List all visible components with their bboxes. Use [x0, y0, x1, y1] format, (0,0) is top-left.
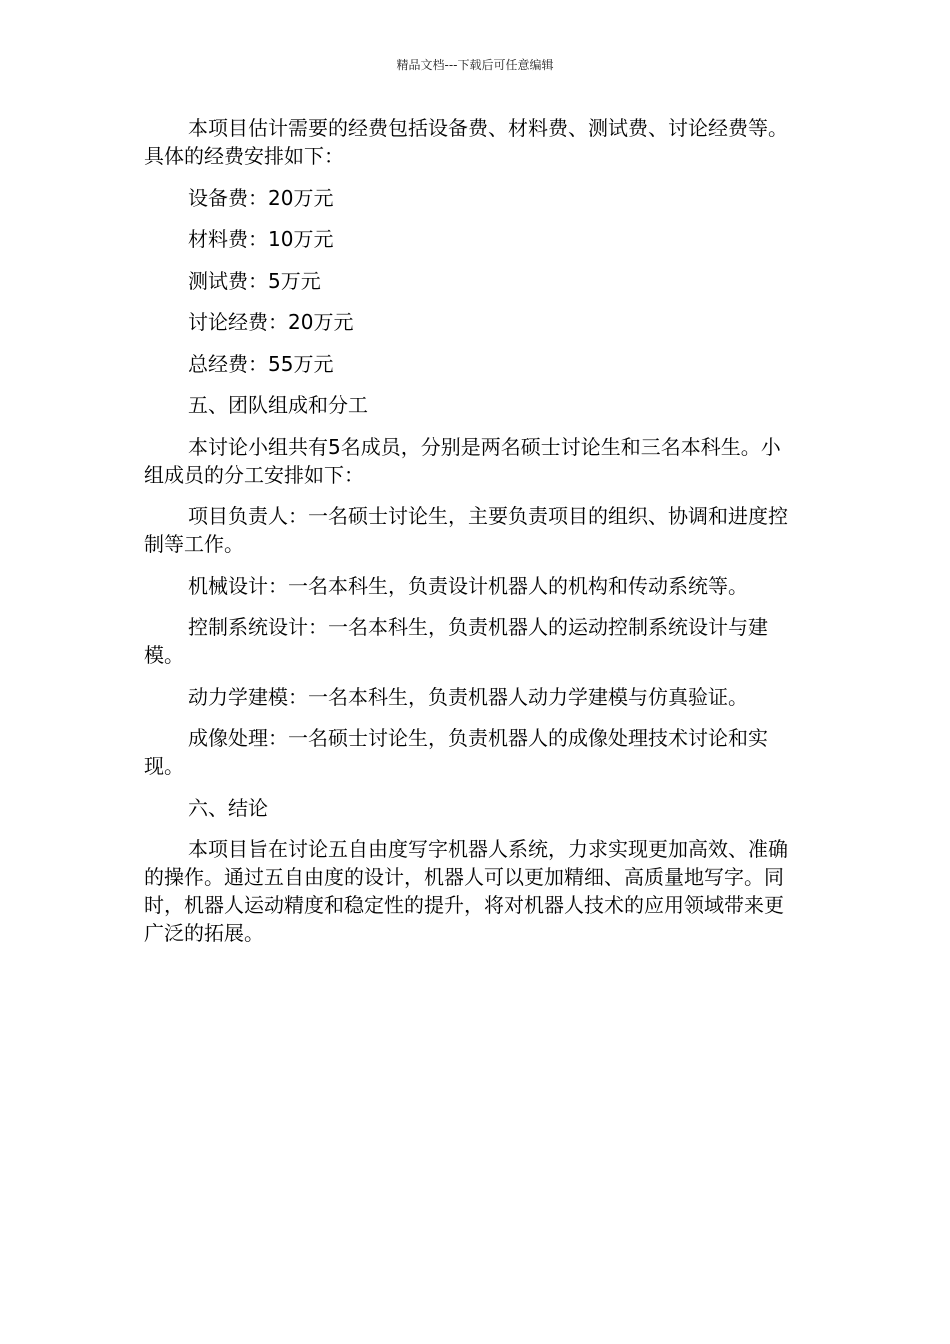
paragraph-team-intro: 本讨论小组共有5名成员，分别是两名硕士讨论生和三名本科生。小组成员的分工安排如下： — [144, 434, 781, 487]
paragraph-imaging: 成像处理：一名硕士讨论生，负责机器人的成像处理技术讨论和实现。 — [144, 726, 768, 778]
paragraph-equipment-cost: 设备费：20万元 — [188, 185, 334, 210]
paragraph-conclusion: 本项目旨在讨论五自由度写字机器人系统，力求实现更加高效、准确的操作。通过五自由度的设计，机器人可以更加精细、高质量地写字。同时，机器人运动精度和稳定性的提升，将对机器人技术的应用领域带来更广泛的拓展。 — [144, 837, 788, 945]
paragraph-testing-cost: 测试费：5万元 — [188, 268, 321, 293]
document-body — [144, 114, 796, 961]
paragraph-discussion-cost: 讨论经费：20万元 — [188, 310, 354, 334]
section-heading-team: 五、团队组成和分工 — [188, 393, 368, 417]
paragraph-mechanical-design: 机械设计：一名本科生，负责设计机器人的机构和传动系统等。 — [188, 573, 748, 598]
paragraph-material-cost: 材料费：10万元 — [188, 227, 334, 251]
paragraph-total-cost: 总经费：55万元 — [188, 351, 334, 376]
section-heading-conclusion: 六、结论 — [188, 795, 268, 820]
page-header: 精品文档---下载后可任意编辑 — [396, 58, 554, 72]
paragraph-project-lead: 项目负责人：一名硕士讨论生，主要负责项目的组织、协调和进度控制等工作。 — [144, 504, 788, 556]
paragraph-budget-intro: 本项目估计需要的经费包括设备费、材料费、测试费、讨论经费等。具体的经费安排如下： — [144, 116, 788, 168]
paragraph-dynamics-modeling: 动力学建模：一名本科生，负责机器人动力学建模与仿真验证。 — [188, 684, 748, 709]
paragraph-control-design: 控制系统设计：一名本科生，负责机器人的运动控制系统设计与建模。 — [144, 615, 768, 667]
